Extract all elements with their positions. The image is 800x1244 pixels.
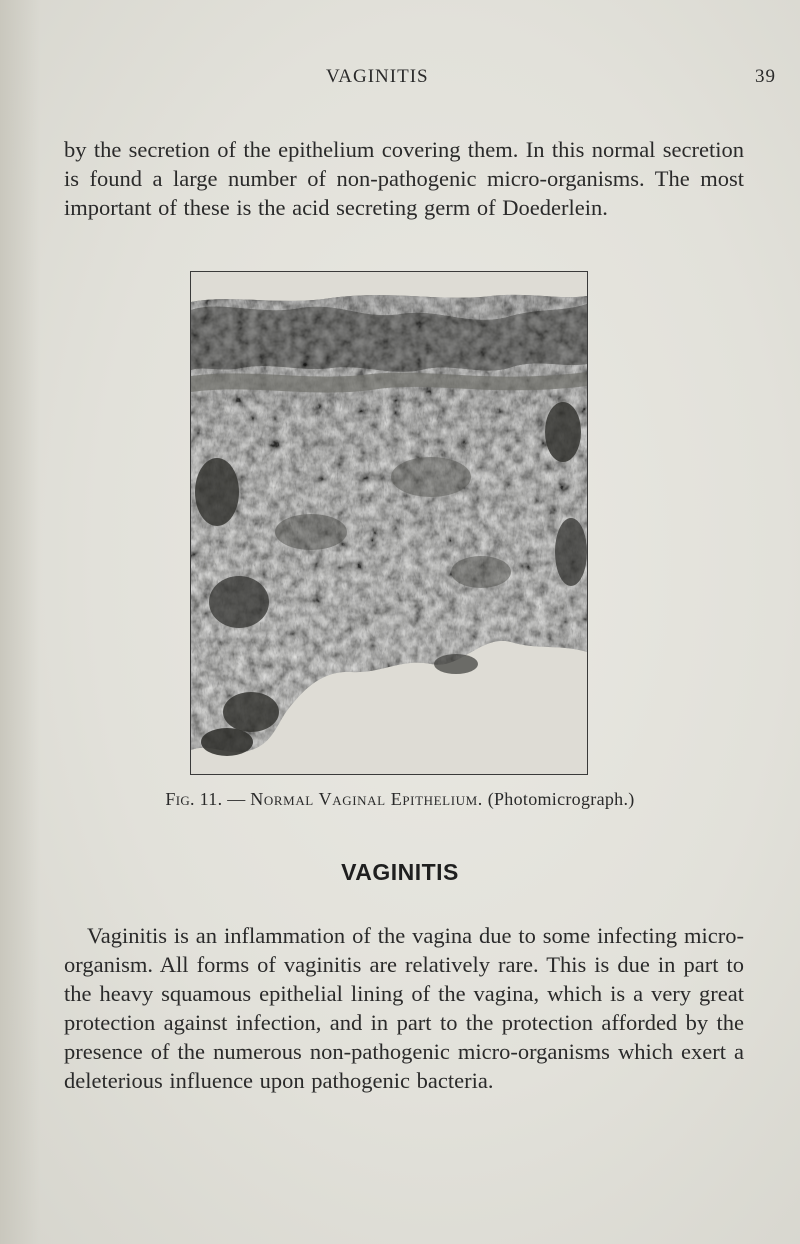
running-head: [0, 66, 800, 90]
page-number: 39: [755, 66, 776, 87]
photomicrograph-image: [191, 272, 587, 774]
section-heading: VAGINITIS: [341, 859, 459, 885]
running-head-title: VAGINITIS: [326, 66, 429, 87]
figure-dash: —: [222, 789, 251, 809]
figure-label: Fig. 11.: [165, 789, 223, 809]
photomicrograph-figure: [190, 271, 588, 775]
figure-note: (Photomicrograph.): [482, 789, 635, 809]
binding-shadow: [0, 0, 40, 1244]
opening-paragraph: by the secretion of the epithelium covering them. In this normal secretion is found a large number of non-pathogenic micro-organisms. The most important of these is the acid secreting germ of Doederlein.: [64, 136, 744, 220]
figure-title: Normal Vaginal Epithelium.: [250, 789, 483, 809]
figure-caption: [0, 789, 800, 810]
section-paragraph: Vaginitis is an inflammation of the vagina due to some infecting micro-organism. All forms of vaginitis are relatively rare. This is due in part to the heavy squamous epithelial lining of the vagina, which is a very great protection against infection, and in part to the protection afforded by the presence of the numerous non-pathogenic micro-organisms which exert a deleterious influence upon pathogenic bacteria.: [64, 922, 744, 1093]
